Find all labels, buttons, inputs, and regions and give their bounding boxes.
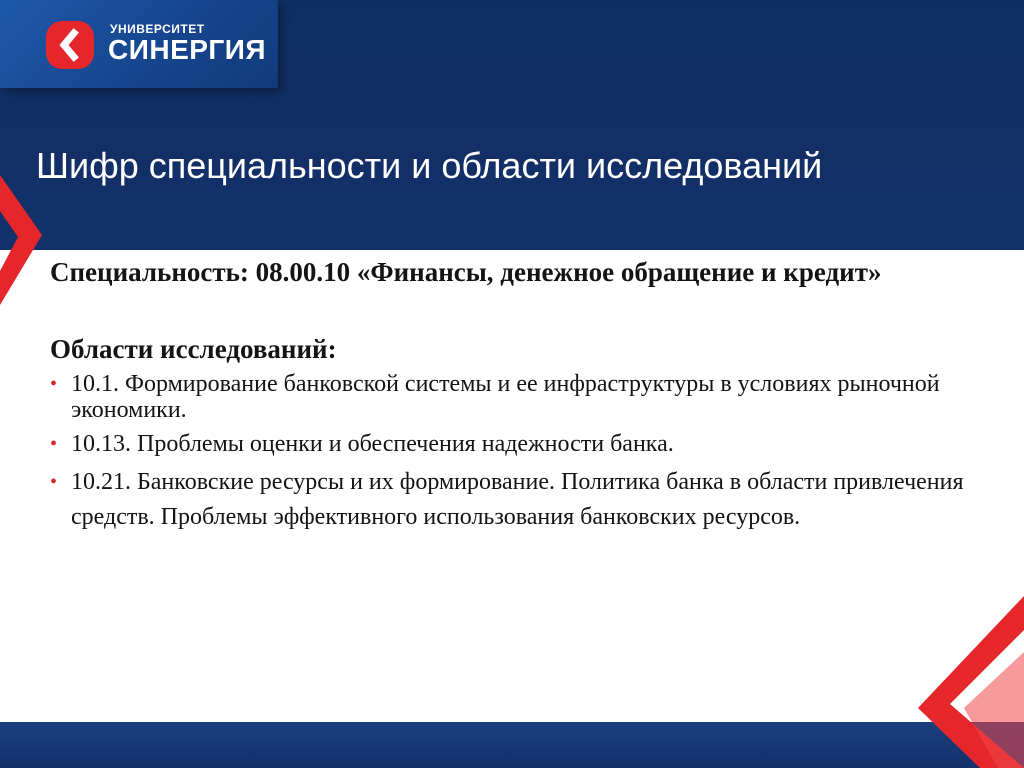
- left-red-chevron-decoration: [0, 175, 42, 305]
- list-item: [50, 465, 990, 535]
- list-item-text: 10.13. Проблемы оценки и обеспечения надежности банка.: [71, 431, 674, 457]
- logo-brand-name: СИНЕРГИЯ: [108, 34, 267, 65]
- list-item: [50, 429, 990, 459]
- logo-university-label: УНИВЕРСИТЕТ: [110, 22, 205, 36]
- red-chevron-badge-icon: [42, 17, 98, 73]
- header-band: [0, 0, 1024, 250]
- right-red-chevron-decoration: [908, 596, 1024, 768]
- footer-band: [0, 722, 1024, 768]
- list-item-text: 10.21. Банковские ресурсы и их формирование. Политика банка в области привлечения средств. Проблемы эффективного использования банковских ресурсов.: [71, 469, 964, 530]
- research-areas-heading: Области исследований:: [50, 334, 337, 364]
- slide-title: Шифр специальности и области исследований: [36, 145, 823, 186]
- list-item-text: 10.1. Формирование банковской системы и ее инфраструктуры в условиях рыночной экономики.: [71, 371, 940, 423]
- logo-panel: [0, 0, 278, 88]
- list-item: [50, 371, 990, 423]
- bullet-icon: •: [50, 471, 58, 493]
- research-areas-list: [50, 371, 990, 535]
- bullet-icon: •: [50, 433, 58, 455]
- specialty-text: Специальность: 08.00.10 «Финансы, денежное обращение и кредит»: [50, 257, 882, 287]
- bullet-icon: •: [50, 373, 58, 395]
- slide-content: [50, 252, 990, 535]
